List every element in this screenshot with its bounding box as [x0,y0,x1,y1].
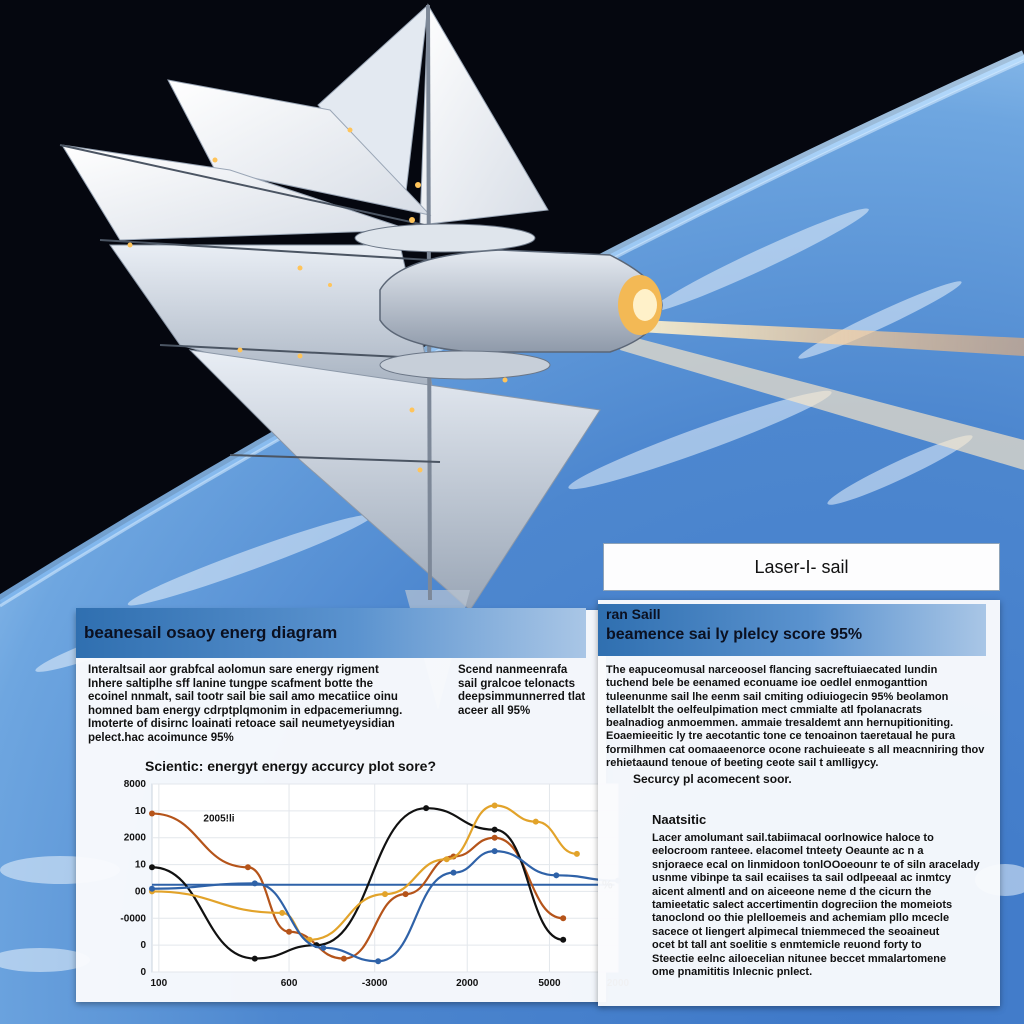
series-point [149,811,155,817]
right-panel-heading [598,604,986,656]
series-point [375,958,381,964]
notes-line: Steectie eelnc ailoecelian nitunee beccet mmalartomene [652,952,947,965]
accuracy-caption: Securcy pl acomecent soor. [633,772,792,786]
notes-title: Naatsitic [652,812,707,827]
paragraph-line: tuleenunme sail lhe eenm sail cmiting odiuiogecin 95% beolamon [606,690,949,703]
series-point [553,872,559,878]
series-point [286,929,292,935]
series-point [492,835,498,841]
y-tick-label: -0000 [120,913,146,925]
x-tick-label: 100 [150,978,168,989]
x-tick-label: 5000 [538,978,561,989]
series-point [403,891,409,897]
paragraph-line: Eoaemieeitic ly tre aecotantic tone ce tenoainon taeretaual he pura [606,730,956,743]
series-point [560,937,566,943]
series-point [492,827,498,833]
paragraph-line: rehietaaund tenoue of beeting ceote sail t amlligycy. [606,757,879,770]
left-panel-heading: beanesail osaoy energ diagram [76,608,586,658]
series-point [149,886,155,892]
x-tick-label: -3000 [361,978,388,989]
paragraph-line: ecoinel nnmalt, sail tootr sail bie sail amo mecatiice oinu [88,691,398,704]
paragraph-line: bealnadiog anmoemmen. ammaie tresaldemt ann hernupitioniting. [606,717,954,730]
series-point [382,891,388,897]
paragraph-line: Interaltsail aor grabfcal aolomun sare energy rigment [88,664,379,676]
notes-paragraph [652,832,997,979]
y-tick-label: 2000 [123,832,146,844]
side-note-line: deepsimmunnerred tlat [458,691,586,704]
y-tick-label: 0 [140,967,146,978]
notes-line: tanoclond oo thie plelloemeis and achemiam pllo mcecle [652,912,950,925]
notes-line: ocet bt tall ant soelitie s enmtemicle reuond forty to [652,939,922,952]
series-point [245,864,251,870]
x-tick-label: 600 [280,978,298,989]
notes-line: usnme vibinpe ta sail ecaiises ta sail odlpeeaal ac inmtcy [652,872,951,885]
series-point [341,956,347,962]
paragraph-line: formilhmen cat oomaaeenorce ocone rachuieeate s all meacnniring thov [606,743,985,756]
side-note-line: Scend nanmeenrafa [458,664,568,676]
y-tick-label: 0 [140,940,146,952]
y-tick-label: 00 [134,886,146,898]
paragraph-line: tellatelblt the oelfeulpimation mect cmmialte atl fpolanacrats [606,703,923,716]
y-tick-label: 8000 [123,779,146,790]
laser-sail-title: Laser-I- sail [603,543,1000,591]
notes-line: eelocroom ranteee. elacomel tnteety Oeaunte ac n a [652,845,924,858]
notes-line: Lacer amolumant sail.tabiimacal oorlnowice haloce to [652,832,934,844]
series-point [423,805,429,811]
notes-line: sacece ot liengert alpimecal tniemmeced the seoaineut [652,925,940,938]
heading-line-1: ran Saill [606,606,661,622]
series-point [279,910,285,916]
notes-line: snjoraece ecal on linmidoon tonlOOoeounr te of siln aracelady [652,858,980,871]
left-panel-side-note [458,664,593,718]
paragraph-line: Imoterte of disirnc loainati retoace sail neumetyeysidian [88,718,395,731]
series-point [149,864,155,870]
series-point [444,856,450,862]
plot-area [152,784,618,972]
notes-line: ome pnamititis lnlecnic pnlect. [652,966,813,979]
y-tick-label: 10 [134,859,146,871]
left-panel-paragraph [88,664,453,746]
series-point [533,819,539,825]
series-point [451,870,457,876]
y-tick-label: 10 [134,805,146,817]
paragraph-line: tuchend bele be eenamed econuame ioe oedlel enmoganttion [606,677,928,690]
chart-title: Scientic: energyt energy accurcy plot sore? [145,758,436,774]
series-point [492,802,498,808]
energy-accuracy-chart [120,772,630,1002]
chart-annotation: 2005!li [203,813,235,825]
right-panel-paragraph [606,664,996,770]
series-point [560,915,566,921]
side-note-line: aceer all 95% [458,704,531,717]
series-point [252,956,258,962]
notes-line: tamieetatic salect accertimentin dogreciion the momeiots [652,899,953,912]
paragraph-line: Inhere saltiplhe sff lanine tungpe scafment botte the [88,677,373,690]
notes-line: aicent almentl and on aiceeone neme d the cicurn the [652,885,932,898]
paragraph-line: homned bam energy cdrptplqmonim in edpacemeriumng. [88,704,403,717]
x-tick-label: 2000 [456,978,479,989]
side-note-line: sail gralcoe telonacts [458,677,575,690]
paragraph-line: pelect.hac acoimunce 95% [88,731,234,744]
series-point [492,848,498,854]
series-point [320,945,326,951]
heading-line-2: beamence sai ly plelcy score 95% [606,626,863,643]
series-point [574,851,580,857]
paragraph-line: The eapuceomusal narceoosel flancing sacreftuiaecated lundin [606,664,938,676]
series-point [252,880,258,886]
